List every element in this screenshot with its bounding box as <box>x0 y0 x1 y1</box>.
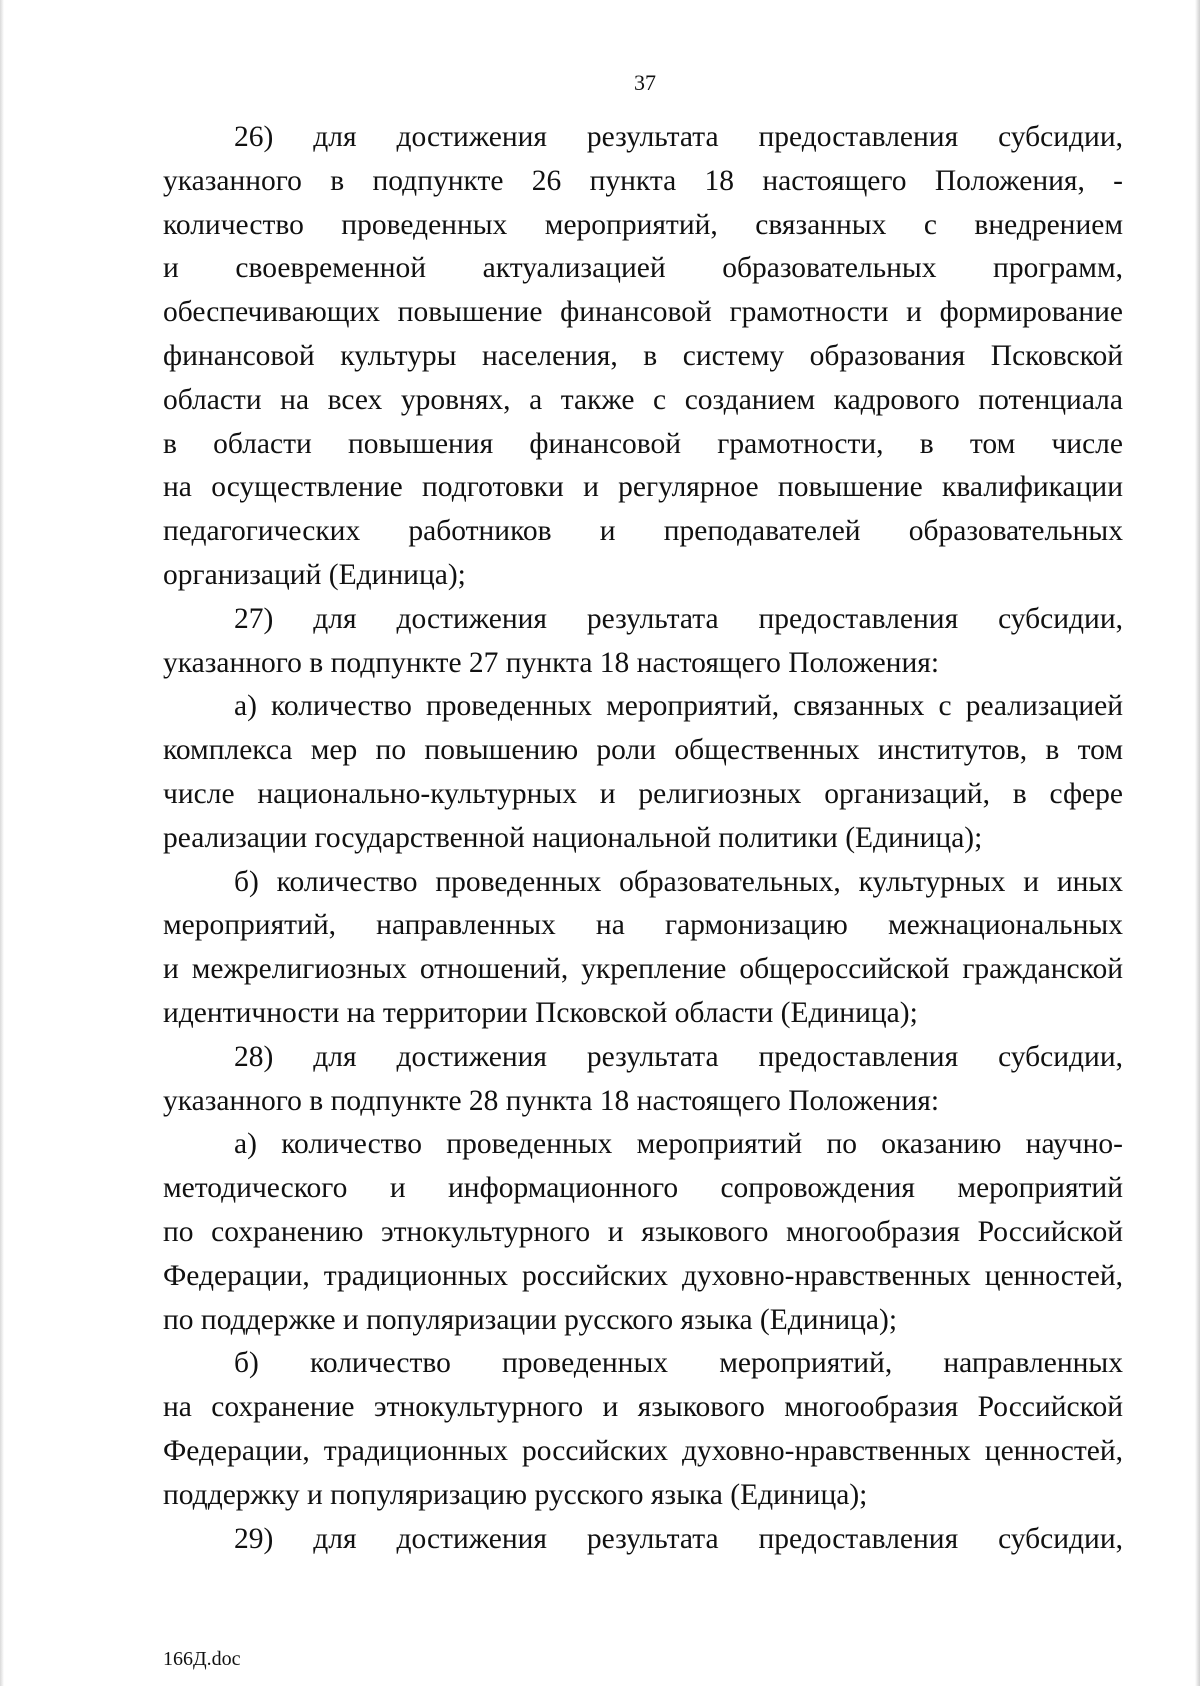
text-line: указанного в подпункте 28 пункта 18 настоящего Положения: <box>163 1084 940 1117</box>
text-line: на сохранение этнокультурного и языкового многообразия Российской <box>163 1391 1123 1424</box>
text-line: организаций (Единица); <box>163 558 466 591</box>
text-line: указанного в подпункте 27 пункта 18 настоящего Положения: <box>163 646 940 679</box>
text-line: комплекса мер по повышению роли общественных институтов, в том <box>163 734 1123 767</box>
text-line: мероприятий, направленных на гармонизацию межнациональных <box>163 909 1123 942</box>
text-line: числе национально-культурных и религиозных организаций, в сфере <box>163 777 1123 810</box>
text-line: идентичности на территории Псковской области (Единица); <box>163 996 918 1029</box>
document-body <box>163 116 1123 1561</box>
text-line: а) количество проведенных мероприятий, связанных с реализацией <box>234 690 1123 723</box>
text-line: реализации государственной национальной политики (Единица); <box>163 821 983 854</box>
text-line: Федерации, традиционных российских духовно-нравственных ценностей, <box>163 1259 1123 1292</box>
text-line: 26) для достижения результата предоставления субсидии, <box>234 121 1123 153</box>
text-line: и своевременной актуализацией образовательных программ, <box>163 252 1123 285</box>
text-line: в области повышения финансовой грамотности, в том числе <box>163 427 1123 460</box>
text-line: 27) для достижения результата предоставления субсидии, <box>234 602 1123 635</box>
text-line: количество проведенных мероприятий, связанных с внедрением <box>163 208 1123 241</box>
page-number: 37 <box>634 70 656 95</box>
text-line: б) количество проведенных образовательных, культурных и иных <box>234 865 1123 898</box>
text-line: на осуществление подготовки и регулярное повышение квалификации <box>163 471 1123 504</box>
text-line: 28) для достижения результата предоставления субсидии, <box>234 1040 1123 1073</box>
text-line: б) количество проведенных мероприятий, направленных <box>234 1347 1123 1380</box>
text-line: Федерации, традиционных российских духовно-нравственных ценностей, <box>163 1434 1123 1467</box>
text-line: финансовой культуры населения, в систему образования Псковской <box>163 339 1123 372</box>
text-line: по сохранению этнокультурного и языкового многообразия Российской <box>163 1215 1123 1248</box>
text-line: и межрелигиозных отношений, укрепление общероссийской гражданской <box>163 953 1123 986</box>
scan-edge-left <box>0 0 4 1686</box>
text-line: поддержку и популяризацию русского языка (Единица); <box>163 1478 868 1511</box>
text-line: 29) для достижения результата предоставления субсидии, <box>234 1522 1123 1555</box>
file-name-footer: 166Д.doc <box>163 1648 241 1670</box>
text-line: а) количество проведенных мероприятий по оказанию научно- <box>234 1128 1123 1161</box>
text-line: методического и информационного сопровождения мероприятий <box>163 1172 1123 1205</box>
text-line: обеспечивающих повышение финансовой грамотности и формирование <box>163 296 1123 329</box>
text-line: указанного в подпункте 26 пункта 18 настоящего Положения, - <box>163 164 1123 197</box>
scan-edge-right <box>1195 0 1200 1686</box>
text-line: области на всех уровнях, а также с созданием кадрового потенциала <box>163 383 1123 416</box>
text-line: по поддержке и популяризации русского языка (Единица); <box>163 1303 898 1336</box>
text-line: педагогических работников и преподавателей образовательных <box>163 515 1123 548</box>
